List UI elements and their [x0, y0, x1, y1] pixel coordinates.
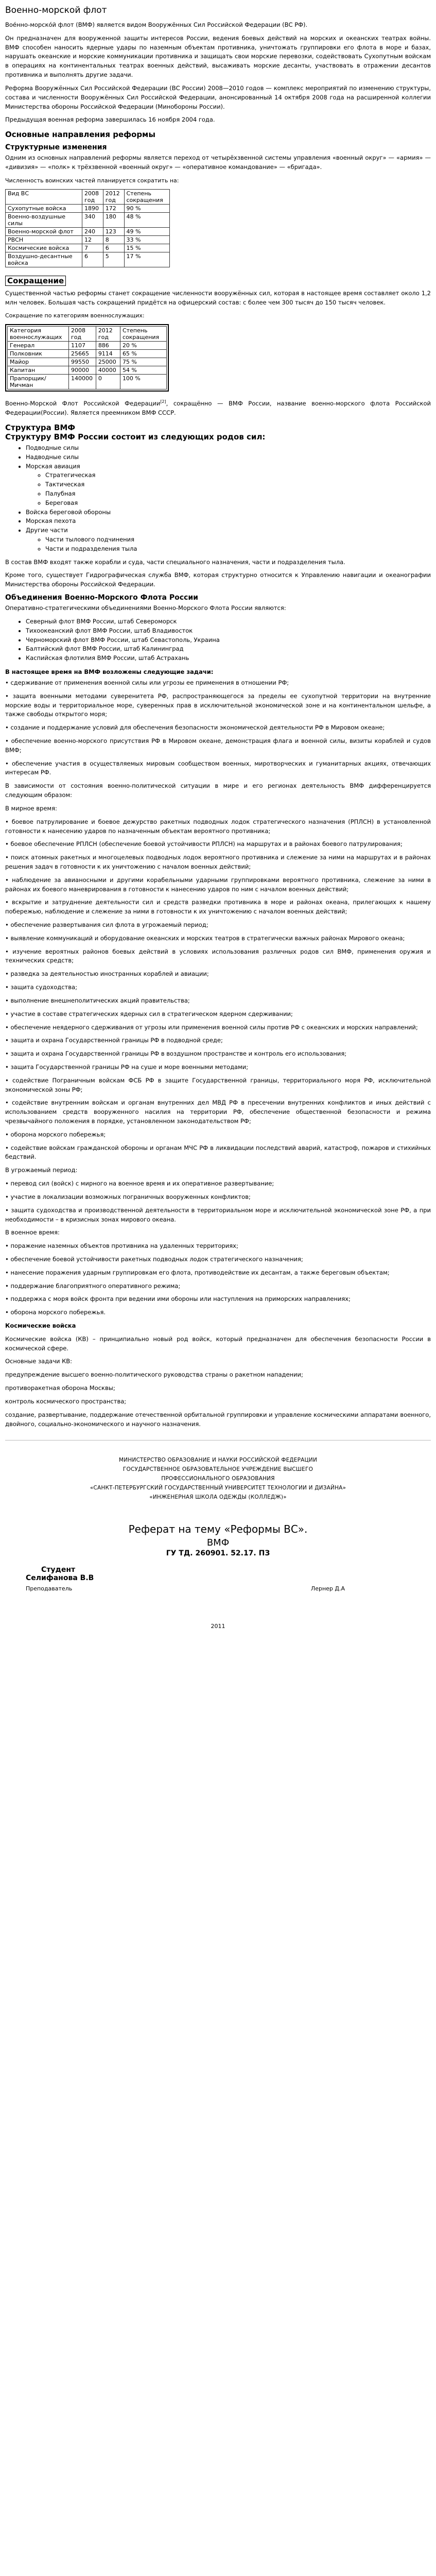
associations-heading: Объединения Военно-Морского Флота России — [5, 594, 198, 602]
peace-heading: В мирное время: — [5, 804, 57, 812]
vmf-definition — [5, 399, 431, 417]
task-item: • оборона морского побережья; — [5, 1130, 106, 1138]
reduction-heading: Сокращение — [5, 276, 66, 286]
list-item-label: Другие части — [26, 527, 68, 534]
table-row — [8, 350, 167, 358]
personnel-reduction-table — [7, 326, 167, 389]
institution-line: ГОСУДАРСТВЕННОЕ ОБРАЗОВАТЕЛЬНОЕ УЧРЕЖДЕНИЕ ВЫСШЕГО — [123, 1466, 313, 1473]
report-subtitle: ВМФ — [206, 1537, 230, 1548]
table-cell: 90 % — [124, 204, 170, 212]
task-item: • поддержка с моря войск фронта при ведении ими обороны или наступления на приморских направлениях; — [5, 1295, 351, 1303]
intro-p3: Реформа Вооружённых Сил Российской Федерации (ВС России) 2008—2010 годов — комплекс мероприятий по изменению структуры, состава и численности Вооружённых Сил Российской Федерации, анонсированный 14 октября 2008 года на расширенной коллегии Министерства обороны Российской Федерации (Минобороны России). — [5, 84, 431, 110]
list-item-label: Морская авиация — [26, 462, 80, 470]
task-item: • обеспечение военно-морского присутствия РФ в Мировом океане, демонстрация флага и военной силы, визиты кораблей и судов ВМФ; — [5, 737, 431, 754]
intro-p4: Предыдущая военная реформа завершилась 16 ноября 2004 года. — [5, 116, 215, 124]
table-row — [8, 375, 167, 389]
reform-heading: Основные направления реформы — [5, 130, 155, 140]
sub-list — [26, 535, 431, 554]
tasks-paragraph: В зависимости от состояния военно-политической ситуации в мире и его регионах деятельность ВМФ дифференцируется следующим образом: — [5, 782, 431, 799]
list-item — [26, 444, 431, 453]
table-cell: Генерал — [8, 342, 69, 350]
space-p1: Космические войска (КВ) – принципиально новый род войск, который предназначен для обеспечения безопасности России в космической сфере. — [5, 1335, 431, 1352]
list-item-label: Надводные силы — [26, 453, 79, 461]
sub-list — [26, 471, 431, 507]
sub-list-item: ◦ Части тылового подчинения — [45, 535, 431, 545]
task-item: • наблюдение за авианосными и другими корабельными ударными группировками вероятного противника, слежение за ними в районах их боевого маневрирования в готовности к нанесению ударов по ним с началом военных действий; — [5, 876, 431, 893]
table-cell: 172 — [103, 204, 124, 212]
table-cell: Воздушно-десантные войска — [6, 252, 82, 267]
table-cell: Капитан — [8, 366, 69, 375]
task-item: • боевое обеспечение РПЛСН (обеспечение боевой устойчивости РПЛСН) на маршрутах и в районах боевого патрулирования; — [5, 840, 403, 848]
list-item: • Балтийский флот ВМФ России, штаб Калининград — [26, 645, 431, 654]
task-item: • создание и поддержание условий для обеспечения безопасности экономической деятельности РФ в Мировом океане; — [5, 724, 385, 732]
task-item: • содействие внутренним войскам и органам внутренних дел МВД РФ в пресечении внутренних конфликтов и иных действий с использованием средств вооруженного насилия на территории РФ, обеспечение общественной безопасности и режима чрезвычайного положения в порядке, установленном законодательством РФ; — [5, 1099, 431, 1125]
table-row — [6, 227, 170, 235]
table-header-row — [8, 327, 167, 342]
table-header-row — [6, 189, 170, 204]
task-item: • поддержание благоприятного оперативного режима; — [5, 1282, 181, 1290]
table-cell: 5 — [103, 252, 124, 267]
ministry-line: МИНИСТЕРСТВО ОБРАЗОВАНИЕ И НАУКИ РОССИЙСКОЙ ФЕДЕРАЦИИ — [118, 1457, 318, 1464]
table-cell: 6 — [103, 244, 124, 252]
table-header-cell: 2012 год — [96, 327, 120, 342]
table-cell: 1890 — [82, 204, 103, 212]
sub-list-item: ◦ Тактическая — [45, 480, 431, 489]
table-cell: 54 % — [120, 366, 166, 375]
tasks-list — [5, 679, 431, 777]
reduction-text: Существенной частью реформы станет сокращение численности вооружённых сил, которая в настоящее время составляет около 1,2 млн человек. Большая часть сокращений придётся на офицерский состав: с более чем 300 тысяч до 150 тысяч человек. — [5, 289, 431, 306]
table-cell: 9114 — [96, 350, 120, 358]
space-heading: Космические войска — [5, 1322, 76, 1330]
table-header-cell: 2012 год — [103, 189, 124, 204]
task-item: • участие в локализации возможных пограничных вооруженных конфликтов; — [5, 1193, 251, 1200]
table-header-cell: 2008 год — [69, 327, 96, 342]
task-item: • участие в составе стратегических ядерных сил в стратегическом ядерном сдерживании; — [5, 1010, 293, 1018]
composition-list — [5, 444, 431, 554]
table-cell: 75 % — [120, 358, 166, 366]
composition-p2: Кроме того, существует Гидрографическая служба ВМФ, которая структурно относится к Управлению навигации и океанографии Министерства обороны Российской Федерации. — [5, 571, 431, 588]
table-cell: 1107 — [69, 342, 96, 350]
list-item-label: Морская пехота — [26, 517, 76, 525]
report-title: Реферат на тему «Реформы ВС». — [128, 1522, 308, 1535]
table-cell: 140000 — [69, 375, 96, 389]
institution-line: ПРОФЕССИОНАЛЬНОГО ОБРАЗОВАНИЯ — [161, 1476, 275, 1482]
table-row — [8, 342, 167, 350]
table-cell: 90000 — [69, 366, 96, 375]
space-tasks-heading: Основные задачи КВ: — [5, 1358, 73, 1365]
year: 2011 — [211, 1622, 225, 1630]
table-cell: Сухопутные войска — [6, 204, 82, 212]
task-item: • поиск атомных ракетных и многоцелевых подводных лодок вероятного противника и слежение за ними на маршрутах и в районах решения задач в готовности к их уничтожению с началом военных действий; — [5, 854, 431, 870]
table-header-cell: Степень сокращения — [120, 327, 166, 342]
task-item: • защита военными методами суверенитета РФ, распространяющегося за пределы ее сухопутной территории на внутренние морские воды и территориальное море, суверенных прав в исключительной экономической зоне и на континентальном шельфе, а также свободы открытого моря; — [5, 692, 431, 718]
table-cell: 33 % — [124, 235, 170, 244]
list-item: • Тихоокеанский флот ВМФ России, штаб Владивосток — [26, 626, 431, 636]
task-item: • поражение наземных объектов противника на удаленных территориях; — [5, 1242, 238, 1250]
associations-list — [5, 617, 431, 663]
table-cell: 17 % — [124, 252, 170, 267]
personnel-table-frame — [5, 324, 169, 392]
table-cell: 20 % — [120, 342, 166, 350]
threat-list — [5, 1179, 431, 1224]
table-cell: Майор — [8, 358, 69, 366]
table-cell: 100 % — [120, 375, 166, 389]
space-p3: противоракетная оборона Москвы; — [5, 1384, 115, 1392]
teacher-row — [26, 1585, 345, 1592]
table-cell: 886 — [96, 342, 120, 350]
task-item: • изучение вероятных районов боевых действий в условиях использования различных родов сил ВМФ, применения оружия и технических средств; — [5, 947, 431, 964]
associations-intro: Оперативно-стратегическими объединениями Военно-Морского Флота России являются: — [5, 604, 286, 612]
table-cell: Военно-воздушные силы — [6, 212, 82, 227]
war-heading: В военное время: — [5, 1229, 60, 1236]
table-cell: Космические войска — [6, 244, 82, 252]
space-p5: создание, развертывание, поддержание отечественной орбитальной группировки и управление космическими аппаратами военного, двойного, социально-экономического и научного назначения. — [5, 1411, 431, 1428]
table-row — [6, 235, 170, 244]
table-cell: 12 — [82, 235, 103, 244]
war-list — [5, 1242, 431, 1317]
list-item — [26, 508, 431, 517]
teacher-label: Преподаватель — [26, 1585, 73, 1592]
task-item: • обеспечение неядерного сдерживания от угрозы или применения военной силы против РФ с океанских и морских направлений; — [5, 1023, 418, 1031]
sub-list-item: ◦ Части и подразделения тыла — [45, 545, 431, 554]
table-cell: 65 % — [120, 350, 166, 358]
table-cell: 7 — [82, 244, 103, 252]
task-item: • содействие войскам гражданской обороны и органам МЧС РФ в ликвидации последствий аварий, катастроф, пожаров и стихийных бедствий. — [5, 1144, 431, 1161]
task-item: • боевое патрулирование и боевое дежурство ракетных подводных лодок стратегического назначения (РПЛСН) в установленной готовности к нанесению ударов по назначенным объектам вероятного противника; — [5, 818, 431, 835]
table-row — [6, 252, 170, 267]
task-item: • защита и охрана Государственной границы РФ в подводной среде; — [5, 1037, 223, 1044]
task-item: • сдерживание от применения военной силы или угрозы ее применения в отношении РФ; — [5, 679, 289, 686]
table-cell: 49 % — [124, 227, 170, 235]
table-cell: 123 — [103, 227, 124, 235]
task-item: • защита и охрана Государственной границы РФ в воздушном пространстве и контроль его использования; — [5, 1050, 347, 1058]
table-cell: 40000 — [96, 366, 120, 375]
list-item — [26, 462, 431, 508]
report-code: ГУ ТД. 260901. 52.17. ПЗ — [166, 1549, 270, 1557]
task-item: • оборона морского побережья. — [5, 1309, 106, 1316]
table-cell: 240 — [82, 227, 103, 235]
footnote-link[interactable]: [2] — [160, 399, 166, 404]
struct-heading: Структурные изменения — [5, 143, 107, 152]
task-item: • перевод сил (войск) с мирного на военное время и их оперативное развертывание; — [5, 1180, 274, 1188]
table-cell: 25665 — [69, 350, 96, 358]
table-header-cell: 2008 год — [82, 189, 103, 204]
vmf-text: Военно-Морской Флот Российской Федерации — [5, 400, 161, 408]
sub-list-item: ◦ Береговая — [45, 499, 431, 508]
table2-caption: Сокращение по категориям военнослужащих: — [5, 312, 145, 319]
page-title: Военно-морской флот — [5, 5, 107, 15]
table-cell: 180 — [103, 212, 124, 227]
table1-caption: Численность воинских частей планируется сократить на: — [5, 177, 179, 184]
table-header-cell: Степень сокращения — [124, 189, 170, 204]
list-item — [26, 526, 431, 553]
table-row — [8, 366, 167, 375]
teacher-name: Лернер Д.А — [310, 1585, 345, 1592]
task-item: • обеспечение боевой устойчивости ракетных подводных лодок стратегического назначения; — [5, 1255, 303, 1263]
table-row — [6, 204, 170, 212]
table-header-cell: Категория военнослужащих — [8, 327, 69, 342]
table-cell: 25000 — [96, 358, 120, 366]
threat-heading: В угрожаемый период: — [5, 1166, 78, 1174]
task-item: • обеспечение развертывания сил флота в угрожаемый период; — [5, 921, 208, 929]
task-item: • выполнение внешнеполитических акций правительства; — [5, 996, 190, 1004]
table-row — [6, 212, 170, 227]
structure-heading: Структура ВМФ — [5, 422, 76, 432]
struct-text: Одним из основных направлений реформы является переход от четырёхзвенной системы управления «военный округ» — «армия» — «дивизия» — «полк» к трёхзвенной «военный округ» — «оперативное командование» — «бригада». — [5, 154, 431, 171]
table-cell: Полковник — [8, 350, 69, 358]
units-reduction-table — [5, 189, 170, 267]
list-item — [26, 517, 431, 526]
task-item: • выявление коммуникаций и оборудование океанских и морских театров в стратегически важных районах Мирового океана; — [5, 934, 405, 942]
list-item: • Северный флот ВМФ России, штаб Североморск — [26, 617, 431, 626]
vmf-text: , сокращённо — ВМФ России, название военно-морского флота Российской Федерации(России). Является преемником ВМФ СССР. — [5, 400, 431, 417]
composition-p1: В состав ВМФ входят также корабли и суда, части специального назначения, части и подразделения тыла. — [5, 558, 345, 566]
task-item: • разведка за деятельностью иностранных кораблей и авиации; — [5, 970, 209, 978]
table-cell: 15 % — [124, 244, 170, 252]
list-item — [26, 453, 431, 462]
space-p4: контроль космического пространства; — [5, 1397, 127, 1405]
composition-heading: Структуру ВМФ России состоит из следующих родов сил: — [5, 432, 266, 442]
task-item: • вскрытие и затруднение деятельности сил и средств разведки противника в море и районах океана, прилегающих к нашему побережью, наблюдение и слежение за ними в готовности к их уничтожению с началом военных действий; — [5, 899, 431, 916]
task-item: • содействие Пограничным войскам ФСБ РФ в защите Государственной границы, территориального моря РФ, исключительной экономической зоны РФ; — [5, 1076, 431, 1093]
table-row — [8, 358, 167, 366]
task-item: • защита судоходства; — [5, 984, 77, 991]
table-cell: 48 % — [124, 212, 170, 227]
list-item: • Каспийская флотилия ВМФ России, штаб Астрахань — [26, 654, 431, 663]
university-line: «САНКТ-ПЕТЕРБУРГСКИЙ ГОСУДАРСТВЕННЫЙ УНИВЕРСИТЕТ ТЕХНОЛОГИИ И ДИЗАЙНА» — [90, 1484, 346, 1491]
table-cell: 0 — [96, 375, 120, 389]
list-item-label: Подводные силы — [26, 444, 79, 451]
table-cell: 340 — [82, 212, 103, 227]
peace-list — [5, 818, 431, 1162]
task-item: • защита судоходства и производственной деятельности в территориальном море и исключительной экономической зоне РФ, а при необходимости – в кризисных зонах мирового океана. — [5, 1206, 431, 1223]
space-p2: предупреждение высшего военно-политического руководства страны о ракетном нападении; — [5, 1371, 303, 1379]
table-row — [6, 244, 170, 252]
sub-list-item: ◦ Стратегическая — [45, 471, 431, 480]
tasks-heading: В настоящее время на ВМФ возложены следующие задачи: — [5, 668, 214, 675]
table-cell: Военно-морской флот — [6, 227, 82, 235]
student-label: Студент — [41, 1565, 76, 1574]
title-page — [5, 1456, 431, 1629]
table-cell: РВСН — [6, 235, 82, 244]
table-cell: 8 — [103, 235, 124, 244]
sub-list-item: ◦ Палубная — [45, 489, 431, 499]
table-cell: 6 — [82, 252, 103, 267]
task-item: • нанесение поражения ударным группировкам его флота, противодействие их десантам, а также береговым объектам; — [5, 1268, 390, 1276]
task-item: • защита Государственной границы РФ на суше и море военными методами; — [5, 1063, 249, 1071]
task-item: • обеспечение участия в осуществляемых мировым сообществом военных, миротворческих и гуманитарных акциях, отвечающих интересам РФ. — [5, 759, 431, 776]
list-item-label: Войска береговой обороны — [26, 508, 111, 516]
college-line: «ИНЖЕНЕРНАЯ ШКОЛА ОДЕЖДЫ (КОЛЛЕДЖ)» — [149, 1494, 287, 1500]
intro-p2: Он предназначен для вооруженной защиты интересов России, ведения боевых действий на морских и океанских театрах войны. ВМФ способен наносить ядерные удары по наземным объектам противника, уничтожать группировки его флота в море и базах, нарушать океанские и морские коммуникации противника и защищать свои морские перевозки, содействовать Сухопутным войскам в операциях на континентальных театрах военных действий, высаживать морские десанты, участвовать в отражении десантов противника и выполнять другие задачи. — [5, 34, 431, 79]
table-cell: 99550 — [69, 358, 96, 366]
student-name: Селифанова В.В — [26, 1573, 94, 1582]
intro-p1: Вое́нно-морско́й флот (ВМФ) является видом Вооружённых Сил Российской Федерации (ВС РФ). — [5, 21, 308, 28]
table-cell: Прапорщик/Мичман — [8, 375, 69, 389]
table-header-cell: Вид ВС — [6, 189, 82, 204]
list-item: • Черноморский флот ВМФ России, штаб Севастополь, Украина — [26, 636, 431, 645]
